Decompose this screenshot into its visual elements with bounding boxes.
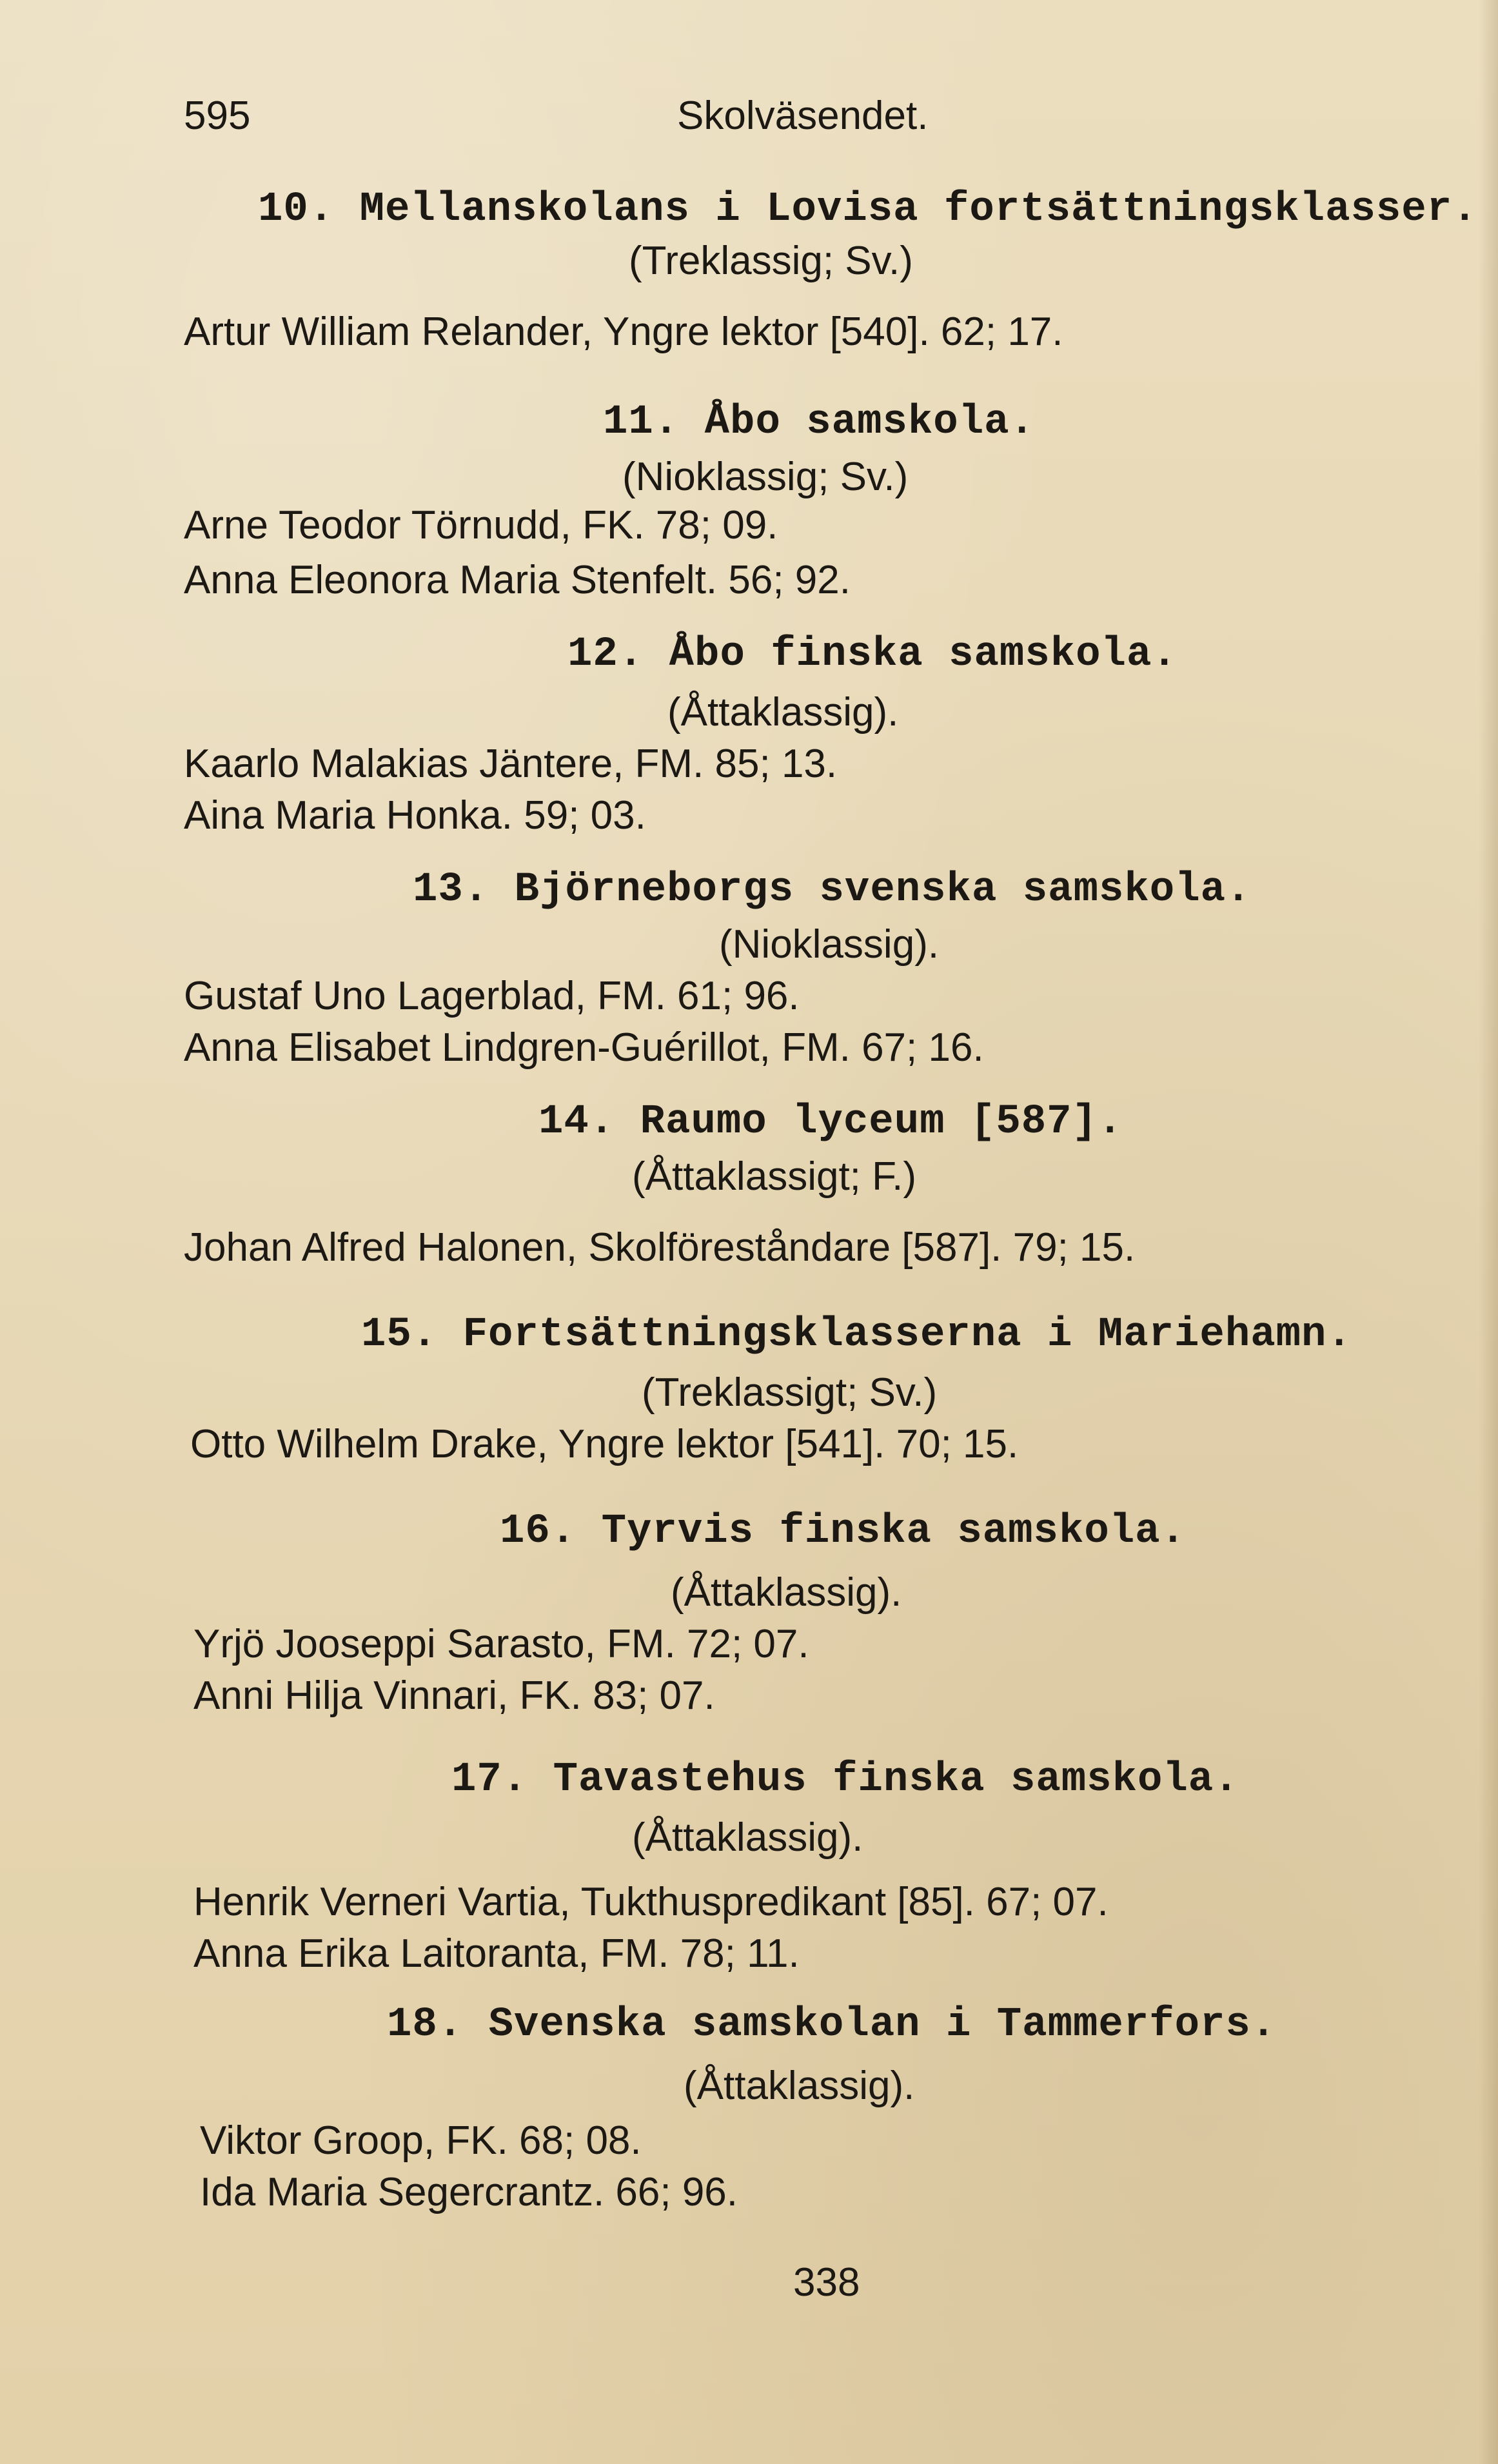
person-entry: Aina Maria Honka. 59; 03. xyxy=(184,793,646,838)
section-kind: (Åttaklassigt; F.) xyxy=(632,1154,916,1199)
section-kind: (Åttaklassig). xyxy=(667,690,899,734)
person-entry: Ida Maria Segercrantz. 66; 96. xyxy=(200,2170,738,2214)
page-edge-shadow xyxy=(1479,0,1498,2464)
person-entry: Kaarlo Malakias Jäntere, FM. 85; 13. xyxy=(184,742,838,786)
person-entry: Viktor Groop, FK. 68; 08. xyxy=(200,2118,642,2163)
section-title: 12. Åbo finska samskola. xyxy=(567,631,1178,678)
section-kind: (Åttaklassig). xyxy=(684,2064,915,2108)
section-title: 11. Åbo samskola. xyxy=(603,399,1035,446)
section-kind: (Treklassigt; Sv.) xyxy=(642,1370,938,1415)
signature-number: 338 xyxy=(793,2260,860,2305)
person-entry: Gustaf Uno Lagerblad, FM. 61; 96. xyxy=(184,974,800,1018)
person-entry: Anna Erika Laitoranta, FM. 78; 11. xyxy=(193,1931,800,1976)
person-entry: Arne Teodor Törnudd, FK. 78; 09. xyxy=(184,503,778,547)
person-entry: Anna Elisabet Lindgren-Guérillot, FM. 67; 16. xyxy=(184,1025,984,1070)
section-title: 17. Tavastehus finska samskola. xyxy=(451,1757,1239,1803)
section-kind: (Nioklassig). xyxy=(719,922,940,967)
person-entry: Henrik Verneri Vartia, Tukthuspredikant [85]. 67; 07. xyxy=(193,1880,1109,1924)
running-title: Skolväsendet. xyxy=(677,94,929,138)
section-kind: (Treklassig; Sv.) xyxy=(629,239,913,283)
page-number: 595 xyxy=(184,94,251,138)
section-title: 14. Raumo lyceum [587]. xyxy=(538,1099,1123,1145)
section-kind: (Nioklassig; Sv.) xyxy=(622,455,909,499)
person-entry: Anni Hilja Vinnari, FK. 83; 07. xyxy=(193,1673,715,1718)
person-entry: Otto Wilhelm Drake, Yngre lektor [541]. 70; 15. xyxy=(190,1422,1019,1466)
person-entry: Yrjö Jooseppi Sarasto, FM. 72; 07. xyxy=(193,1622,809,1666)
section-title: 18. Svenska samskolan i Tammerfors. xyxy=(387,2002,1277,2048)
person-entry: Anna Eleonora Maria Stenfelt. 56; 92. xyxy=(184,558,851,602)
section-kind: (Åttaklassig). xyxy=(632,1815,863,1860)
person-entry: Johan Alfred Halonen, Skolföreståndare [587]. 79; 15. xyxy=(184,1225,1136,1270)
section-title: 15. Fortsättningsklasserna i Mariehamn. xyxy=(361,1312,1352,1358)
section-title: 13. Björneborgs svenska samskola. xyxy=(413,867,1252,913)
section-title: 10. Mellanskolans i Lovisa fortsättningsklasser. xyxy=(258,186,1478,233)
page-header xyxy=(184,87,1332,145)
section-kind: (Åttaklassig). xyxy=(671,1570,902,1615)
person-entry: Artur William Relander, Yngre lektor [540]. 62; 17. xyxy=(184,310,1063,354)
section-title: 16. Tyrvis finska samskola. xyxy=(500,1508,1186,1555)
